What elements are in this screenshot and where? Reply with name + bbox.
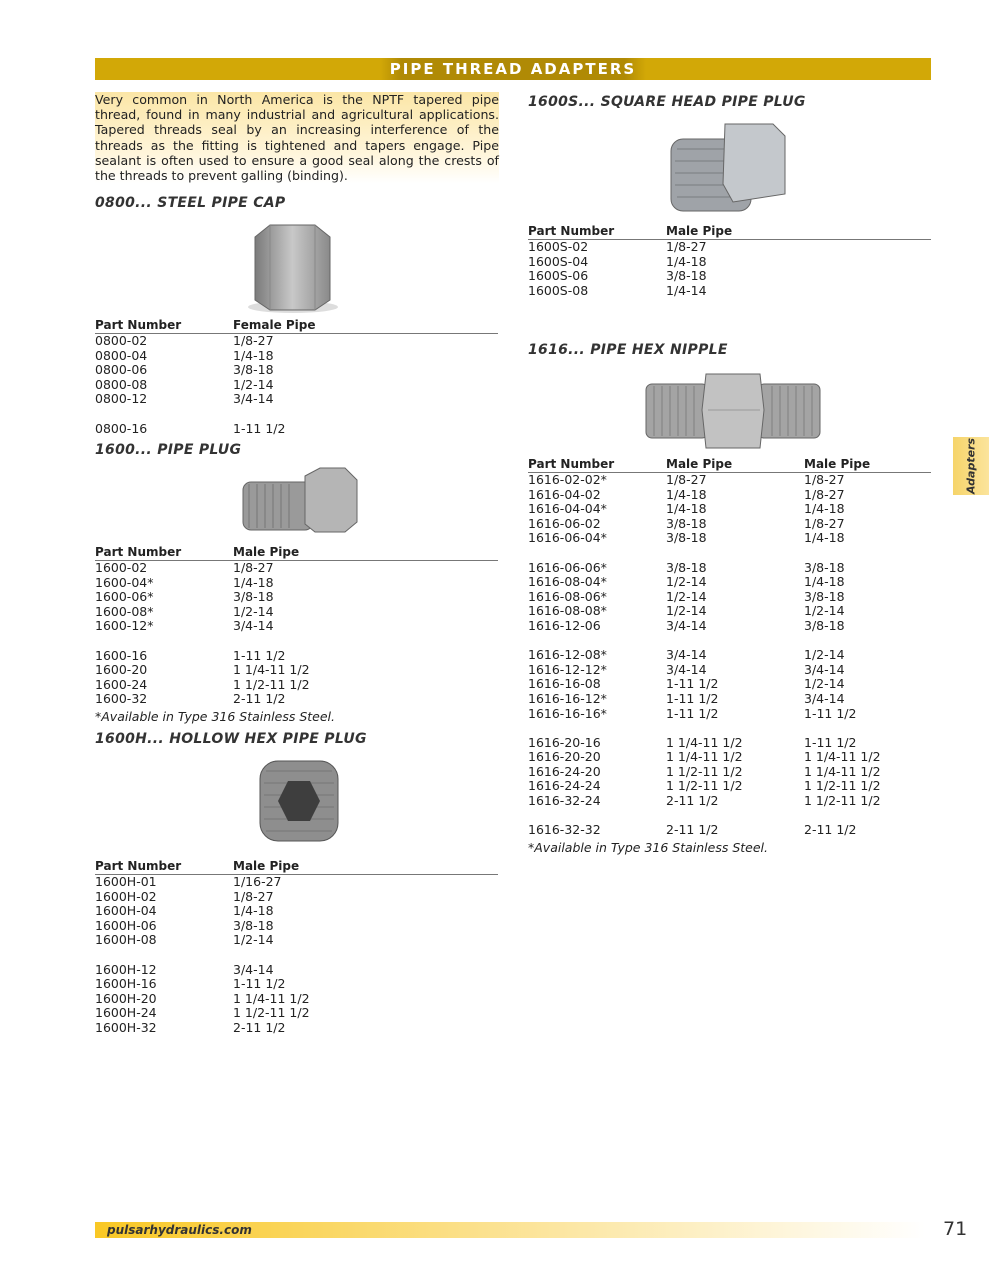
table-row [95, 334, 498, 349]
table-row [528, 736, 931, 751]
table-row [528, 750, 931, 765]
part-number-cell: 1600S-06 [528, 268, 589, 284]
part-number-cell [528, 634, 666, 649]
pipe-size-cell: 1/2-14 [804, 676, 845, 692]
pipe-size-cell: 3/8-18 [804, 617, 845, 633]
table-row [95, 692, 498, 707]
side-tab-label: Adapters [964, 437, 978, 495]
table-row [528, 517, 931, 532]
website-link[interactable]: pulsarhydraulics.com [107, 1223, 252, 1237]
pipe-size-cell: 1/2-14 [233, 932, 274, 948]
spacer-row [528, 546, 931, 561]
part-number-cell [528, 721, 666, 736]
pipe-size-cell: 3/4-14 [666, 647, 707, 663]
part-number-cell: 1616-12-08* [528, 647, 607, 663]
table-row [95, 576, 498, 591]
table-row [528, 531, 931, 546]
pipe-size-cell: 1/4-18 [804, 501, 845, 517]
table-row [528, 794, 931, 809]
pipe-size-cell: 3/4-14 [804, 661, 845, 677]
spacer-row [528, 634, 931, 649]
pipe-size-cell: 1-11 1/2 [233, 420, 286, 436]
part-number-cell: 1616-16-16* [528, 705, 607, 721]
section-title: 1600S... SQUARE HEAD PIPE PLUG [528, 94, 806, 110]
table-row [95, 904, 498, 919]
table-row [95, 392, 498, 407]
part-number-cell: 1616-32-32 [528, 822, 601, 838]
pipe-size-cell: 1/4-18 [233, 574, 274, 590]
part-number-cell [528, 809, 666, 824]
table-row [95, 992, 498, 1007]
part-number-cell: 1616-24-24 [528, 778, 601, 794]
pipe-size-cell: 3/4-14 [233, 618, 274, 634]
table-row [528, 677, 931, 692]
part-number-cell: 1616-08-08* [528, 603, 607, 619]
table-row [95, 649, 498, 664]
column-header: Male Pipe [233, 545, 498, 561]
pipe-size-cell: 1/8-27 [233, 560, 274, 575]
pipe-size-cell: 1/2-14 [804, 603, 845, 619]
pipe-size-cell: 1-11 1/2 [666, 690, 719, 706]
part-number-cell: 0800-16 [95, 420, 148, 436]
pipe-size-cell: 1-11 1/2 [666, 676, 719, 692]
table-row [95, 663, 498, 678]
part-number-cell: 1616-24-20 [528, 763, 601, 779]
part-number-cell: 1600H-04 [95, 903, 157, 919]
section-1616 [528, 342, 931, 855]
table-row [528, 590, 931, 605]
column-header: Male Pipe [804, 457, 931, 473]
part-number-cell: 1616-08-04* [528, 574, 607, 590]
part-number-cell: 1616-20-16 [528, 734, 601, 750]
pipe-size-cell: 1 1/2-11 1/2 [804, 793, 881, 809]
section-title: 1616... PIPE HEX NIPPLE [528, 342, 728, 358]
part-number-cell: 1616-20-20 [528, 749, 601, 765]
table-row [95, 422, 498, 437]
pipe-size-cell [666, 634, 804, 649]
hollow-hex-pipe-plug-image [250, 751, 360, 851]
table-row [95, 890, 498, 905]
pipe-size-cell [233, 948, 498, 963]
pipe-size-cell: 1/4-18 [233, 347, 274, 363]
column-header: Male Pipe [233, 859, 498, 875]
pipe-size-cell: 1-11 1/2 [233, 647, 286, 663]
pipe-size-cell: 1 1/4-11 1/2 [233, 662, 310, 678]
table-row [528, 779, 931, 794]
table-row [95, 363, 498, 378]
spacer-row [95, 948, 498, 963]
pipe-size-cell: 3/8-18 [666, 515, 707, 531]
table-row [95, 963, 498, 978]
table-row [95, 678, 498, 693]
spacer-row [95, 407, 498, 422]
spacer-row [528, 721, 931, 736]
part-number-cell: 1616-04-04* [528, 501, 607, 517]
part-number-cell: 1600-24 [95, 676, 148, 692]
footnote: *Available in Type 316 Stainless Steel. [528, 839, 768, 855]
table-row [528, 488, 931, 503]
pipe-size-cell: 3/4-14 [233, 391, 274, 407]
part-number-cell: 1600-08* [95, 603, 154, 619]
pipe-size-cell: 1/4-18 [666, 486, 707, 502]
pipe-size-cell: 1 1/2-11 1/2 [233, 1005, 310, 1021]
part-number-cell: 1600-12* [95, 618, 154, 634]
section-title: 1600... PIPE PLUG [95, 442, 242, 458]
pipe-size-cell: 1/16-27 [233, 874, 282, 889]
table-row [95, 349, 498, 364]
part-number-cell: 1600-20 [95, 662, 148, 678]
pipe-size-cell: 1/8-27 [666, 239, 707, 254]
pipe-size-cell [666, 546, 804, 561]
pipe-size-cell: 1/4-18 [804, 530, 845, 546]
pipe-size-cell: 1/2-14 [666, 603, 707, 619]
column-header: Part Number [95, 545, 233, 561]
table-row [528, 663, 931, 678]
part-number-cell: 1600H-01 [95, 874, 157, 889]
table-header-row [95, 545, 498, 561]
table-header-row [95, 859, 498, 875]
section-1600 [95, 442, 498, 724]
table-row [528, 619, 931, 634]
part-number-cell: 1616-12-06 [528, 617, 601, 633]
footnote: *Available in Type 316 Stainless Steel. [95, 708, 335, 724]
pipe-plug-image [235, 462, 365, 542]
pipe-size-cell: 1-11 1/2 [804, 705, 857, 721]
section-0800 [95, 195, 498, 436]
pipe-size-cell: 2-11 1/2 [666, 822, 719, 838]
column-header: Female Pipe [233, 318, 498, 334]
table-row [95, 933, 498, 948]
pipe-size-cell: 1/8-27 [804, 486, 845, 502]
table-header-row [95, 318, 498, 334]
table-row [528, 255, 931, 270]
part-number-cell: 1616-02-02* [528, 472, 607, 487]
table-row [528, 648, 931, 663]
pipe-size-cell: 1 1/4-11 1/2 [666, 749, 743, 765]
pipe-size-cell: 2-11 1/2 [666, 793, 719, 809]
pipe-size-cell: 1 1/2-11 1/2 [233, 676, 310, 692]
part-number-cell [95, 948, 233, 963]
table-row [95, 605, 498, 620]
part-number-cell: 1600H-06 [95, 917, 157, 933]
pipe-size-cell: 1/8-27 [804, 472, 845, 487]
part-number-cell: 1616-06-02 [528, 515, 601, 531]
part-number-cell: 1600-02 [95, 560, 148, 575]
pipe-size-cell [804, 809, 931, 824]
table-row [528, 269, 931, 284]
table-row [528, 473, 931, 488]
column-header: Male Pipe [666, 224, 931, 240]
pipe-size-cell: 3/8-18 [666, 530, 707, 546]
part-number-cell: 1616-06-04* [528, 530, 607, 546]
table-row [528, 502, 931, 517]
section-1600s [528, 94, 931, 298]
part-number-cell [528, 546, 666, 561]
part-table [95, 318, 498, 436]
pipe-size-cell: 3/8-18 [666, 559, 707, 575]
column-header: Part Number [95, 318, 233, 334]
pipe-size-cell: 1/8-27 [233, 333, 274, 348]
pipe-size-cell: 1 1/2-11 1/2 [666, 763, 743, 779]
pipe-size-cell [666, 809, 804, 824]
part-number-cell: 1600H-32 [95, 1019, 157, 1035]
table-row [528, 765, 931, 780]
part-table [95, 859, 498, 1036]
pipe-size-cell: 1/4-18 [666, 501, 707, 517]
part-number-cell: 1616-12-12* [528, 661, 607, 677]
pipe-size-cell: 1/4-14 [666, 282, 707, 298]
table-row [528, 823, 931, 838]
part-number-cell: 1616-16-08 [528, 676, 601, 692]
table-row [95, 875, 498, 890]
part-number-cell: 1600S-08 [528, 282, 589, 298]
part-number-cell: 0800-12 [95, 391, 148, 407]
column-header: Part Number [528, 457, 666, 473]
part-number-cell [95, 407, 233, 422]
part-number-cell: 1600H-24 [95, 1005, 157, 1021]
pipe-size-cell [804, 546, 931, 561]
pipe-size-cell [233, 407, 498, 422]
pipe-size-cell: 2-11 1/2 [233, 1019, 286, 1035]
pipe-size-cell: 2-11 1/2 [233, 691, 286, 707]
part-number-cell: 1616-16-12* [528, 690, 607, 706]
pipe-size-cell: 1 1/2-11 1/2 [666, 778, 743, 794]
part-number-cell: 1600-32 [95, 691, 148, 707]
table-row [95, 378, 498, 393]
part-number-cell: 1600-04* [95, 574, 154, 590]
steel-pipe-cap-image [235, 215, 345, 315]
pipe-size-cell: 3/8-18 [233, 917, 274, 933]
spacer-row [95, 634, 498, 649]
pipe-size-cell: 3/4-14 [666, 617, 707, 633]
part-number-cell: 1616-32-24 [528, 793, 601, 809]
pipe-size-cell: 1 1/4-11 1/2 [804, 763, 881, 779]
column-header: Male Pipe [666, 457, 804, 473]
table-row [95, 1021, 498, 1036]
page-title: PIPE THREAD ADAPTERS [380, 58, 646, 80]
section-title: 0800... STEEL PIPE CAP [95, 195, 286, 211]
pipe-size-cell: 3/8-18 [233, 589, 274, 605]
pipe-size-cell: 1/2-14 [804, 647, 845, 663]
pipe-size-cell: 1/2-14 [233, 376, 274, 392]
part-number-cell: 1600S-04 [528, 253, 589, 269]
part-number-cell: 1600S-02 [528, 239, 589, 254]
column-header: Part Number [528, 224, 666, 240]
side-tab-adapters[interactable] [953, 437, 989, 495]
table-row [528, 561, 931, 576]
pipe-size-cell [666, 721, 804, 736]
part-number-cell [95, 634, 233, 649]
pipe-size-cell [233, 634, 498, 649]
pipe-size-cell: 3/8-18 [233, 362, 274, 378]
table-row [528, 707, 931, 722]
table-row [528, 604, 931, 619]
part-number-cell: 0800-08 [95, 376, 148, 392]
table-row [528, 284, 931, 299]
table-row [528, 692, 931, 707]
pipe-size-cell: 1/2-14 [666, 588, 707, 604]
part-number-cell: 0800-06 [95, 362, 148, 378]
pipe-size-cell: 1/8-27 [666, 472, 707, 487]
table-row [95, 561, 498, 576]
pipe-size-cell: 3/8-18 [804, 559, 845, 575]
pipe-size-cell: 1-11 1/2 [666, 705, 719, 721]
intro-paragraph: Very common in North America is the NPTF tapered pipe thread, found in many industrial and agricultural applications. Tapered threads seal by an increasing interference of the threads as the fitting is tightened and tapers engage. Pipe sealant is often used to ensure a good seal along the crests of the threads to prevent galling (binding). [95, 92, 499, 184]
pipe-size-cell [804, 721, 931, 736]
pipe-size-cell: 1 1/2-11 1/2 [804, 778, 881, 794]
pipe-size-cell: 1/8-27 [804, 515, 845, 531]
page-number: 71 [943, 1218, 968, 1240]
spacer-row [528, 809, 931, 824]
section-title: 1600H... HOLLOW HEX PIPE PLUG [95, 731, 367, 747]
square-head-pipe-plug-image [663, 114, 793, 219]
pipe-size-cell: 1 1/4-11 1/2 [804, 749, 881, 765]
pipe-size-cell: 3/8-18 [804, 588, 845, 604]
pipe-size-cell: 1/4-18 [804, 574, 845, 590]
pipe-hex-nipple-image [638, 362, 828, 457]
part-table [95, 545, 498, 707]
section-1600h [95, 731, 498, 1036]
part-number-cell: 1600H-12 [95, 961, 157, 977]
pipe-size-cell: 3/4-14 [233, 961, 274, 977]
pipe-size-cell: 1-11 1/2 [233, 976, 286, 992]
column-header: Part Number [95, 859, 233, 875]
pipe-size-cell: 1/2-14 [666, 574, 707, 590]
part-number-cell: 1616-08-06* [528, 588, 607, 604]
table-row [95, 590, 498, 605]
part-number-cell: 1600-06* [95, 589, 154, 605]
table-row [528, 240, 931, 255]
table-row [95, 919, 498, 934]
pipe-size-cell: 1/8-27 [233, 888, 274, 904]
part-number-cell: 1600H-08 [95, 932, 157, 948]
table-header-row [528, 224, 931, 240]
pipe-size-cell [804, 634, 931, 649]
part-number-cell: 1600-16 [95, 647, 148, 663]
part-number-cell: 0800-02 [95, 333, 148, 348]
part-number-cell: 1600H-16 [95, 976, 157, 992]
pipe-size-cell: 2-11 1/2 [804, 822, 857, 838]
pipe-size-cell: 3/4-14 [804, 690, 845, 706]
pipe-size-cell: 1/2-14 [233, 603, 274, 619]
part-number-cell: 1616-04-02 [528, 486, 601, 502]
part-number-cell: 1600H-20 [95, 990, 157, 1006]
pipe-size-cell: 3/8-18 [666, 268, 707, 284]
table-header-row [528, 457, 931, 473]
pipe-size-cell: 1/4-18 [666, 253, 707, 269]
pipe-size-cell: 3/4-14 [666, 661, 707, 677]
part-number-cell: 1616-06-06* [528, 559, 607, 575]
part-number-cell: 1600H-02 [95, 888, 157, 904]
pipe-size-cell: 1 1/4-11 1/2 [233, 990, 310, 1006]
table-row [95, 977, 498, 992]
part-table [528, 224, 931, 298]
footer-bar [95, 1222, 925, 1238]
table-row [528, 575, 931, 590]
table-row [95, 619, 498, 634]
pipe-size-cell: 1 1/4-11 1/2 [666, 734, 743, 750]
part-table [528, 457, 931, 838]
table-row [95, 1006, 498, 1021]
part-number-cell: 0800-04 [95, 347, 148, 363]
pipe-size-cell: 1/4-18 [233, 903, 274, 919]
pipe-size-cell: 1-11 1/2 [804, 734, 857, 750]
